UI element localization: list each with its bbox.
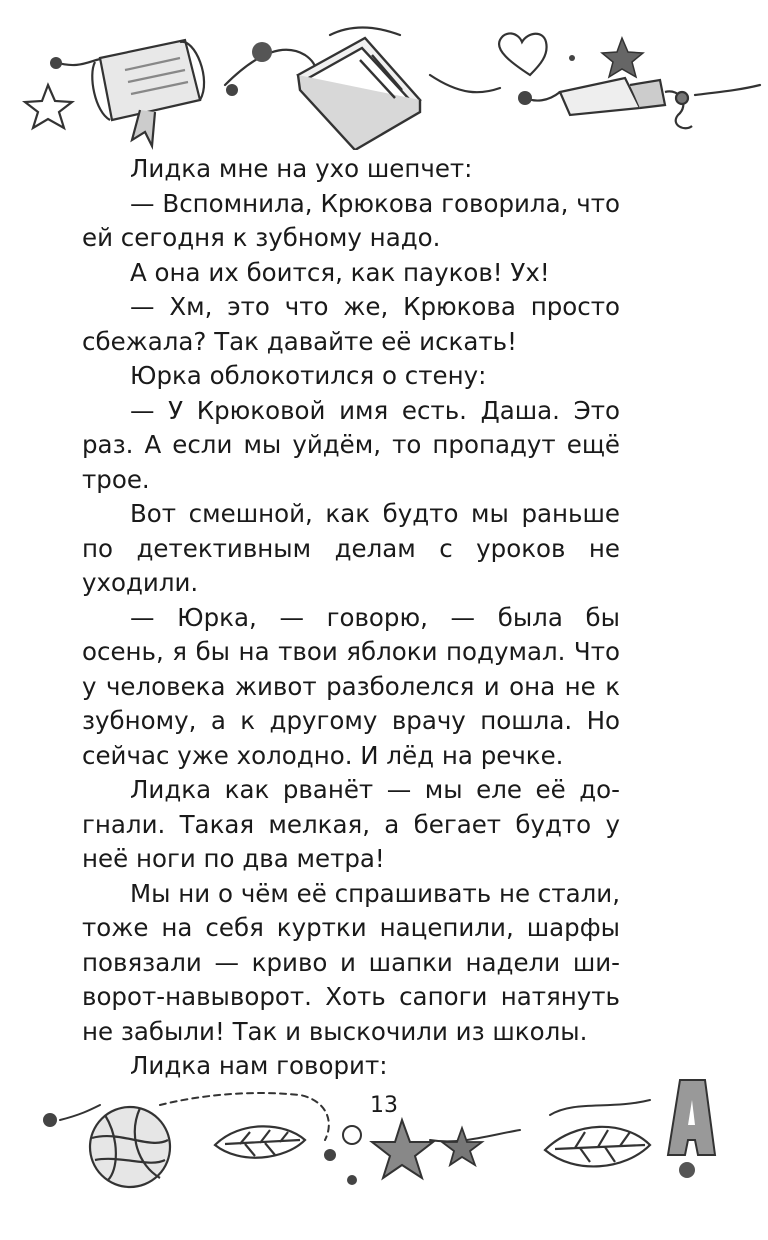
bottom-decoration [0,1060,768,1240]
scroll-icon [92,40,204,146]
ball-icon [90,1107,170,1187]
page-text [82,152,620,1084]
star-icon [372,1120,433,1178]
paragraph: Мы ни о чём её спрашивать не стали, тоже на себя куртки нацепили, шарфы повязали — криво и шапки надели ши-ворот-навыворот. Хоть сапоги натянуть не забыли! Так и выскочили из школы. [82,878,620,1046]
top-decoration [0,0,768,150]
star-icon [602,38,643,77]
paragraph: А она их боится, как пауков! Ух! [130,257,550,287]
paragraph: — У Крюковой имя есть. Даша. Это раз. А если мы уйдём, то пропадут ещё трое. [82,395,620,494]
paragraph: Лидка как рванёт — мы еле её до-гнали. Такая мелкая, а бегает будто у неё ноги по два метра! [82,775,620,873]
toothpaste-icon [560,78,692,128]
star-icon [442,1128,482,1165]
paragraph: Лидка нам говорит: [130,1051,388,1080]
star-icon [25,85,72,128]
page-number: 13 [370,1093,398,1118]
paragraph: — Вспомнила, Крюкова говорила, что ей сегодня к зубному надо. [82,188,620,252]
paragraph: — Юрка, — говорю, — была бы осень, я бы на твои яблоки подумал. Что у человека живот разболелся и она не к зубному, а к другому врачу пошла. Но сейчас уже холодно. И лёд на речке. [82,602,620,770]
leaf-icon [215,1126,305,1157]
heart-icon [499,33,547,75]
book-icon [298,38,420,150]
paragraph: Вот смешной, как будто мы раньше по детективным делам с уроков не уходили. [82,499,620,597]
paragraph: Лидка мне на ухо шепчет: [130,154,473,183]
paragraph: — Хм, это что же, Крюкова просто сбежала? Так давайте её искать! [82,292,620,356]
paragraph: Юрка облокотился о стену: [130,361,487,390]
leaf-icon [545,1127,650,1167]
